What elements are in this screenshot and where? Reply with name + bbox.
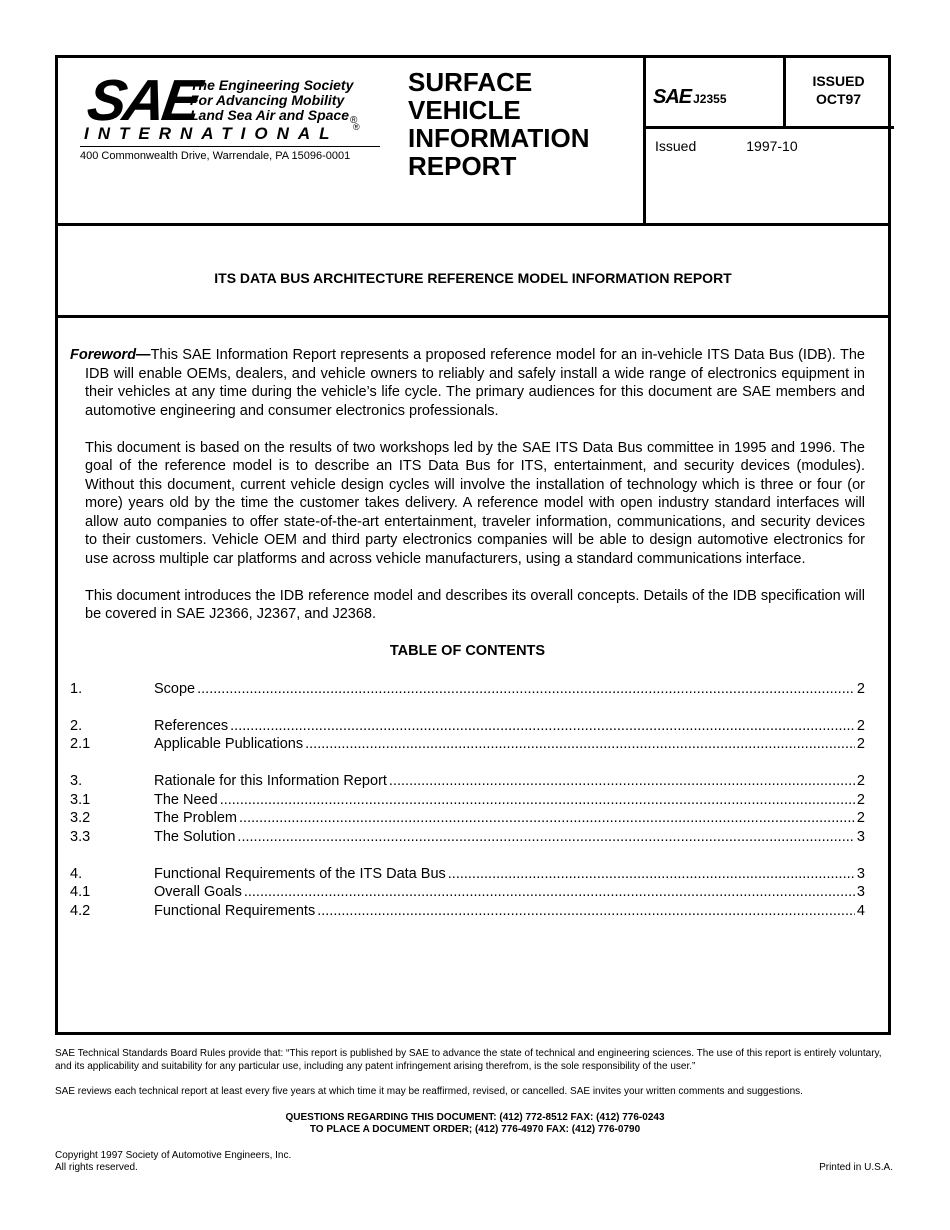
title-bar bbox=[58, 226, 888, 318]
foreword-paragraph: Foreword—This SAE Information Report represents a proposed reference model for an in-vehicle ITS Data Bus (IDB). The IDB will enable OEMs, dealers, and vehicle owners to reliably and safely install a wide range of electronics equipment in their vehicles at any time during the vehicle’s life cycle. The primary audiences for this document are SAE members and automotive engineering and consumer electronics professionals. bbox=[70, 347, 865, 419]
logo-divider bbox=[80, 146, 380, 147]
toc-entry: 3.2 The Problem ..... 2 bbox=[70, 809, 865, 828]
body-paragraph-3: This document introduces the IDB reference model and describes its overall concepts. Details of the IDB specification will be covered in SAE J2366, J2367, and J2368. bbox=[85, 587, 865, 622]
toc-leader bbox=[305, 735, 855, 754]
toc-entry: 4.1 Overall Goals ..... 3 bbox=[70, 883, 865, 902]
header-divider-vertical bbox=[643, 58, 646, 223]
toc-heading: TABLE OF CONTENTS bbox=[389, 643, 546, 659]
header bbox=[58, 58, 888, 226]
toc-leader bbox=[244, 883, 855, 902]
header-divider-horizontal bbox=[643, 126, 894, 129]
society-tagline: The Engineering Society For Advancing Mobility Land Sea Air and Space bbox=[190, 77, 354, 123]
toc-entry: 4. Functional Requirements of the ITS Data Bus ..... 3 bbox=[70, 865, 865, 884]
toc-entry: 3.1 The Need ..... 2 bbox=[70, 791, 865, 810]
international-registered-mark: ® bbox=[353, 122, 360, 132]
footer bbox=[55, 1048, 895, 1160]
body-paragraph-2: This document is based on the results of two workshops led by the SAE ITS Data Bus committee in 1995 and 1996. The goal of the reference model is to describe an ITS Data Bus for ITS, entertainment, and security devices (modules). Without this document, current vehicle design cycles will involve the installation of technology which is three or four (or more) years old by the time the customer takes delivery. A reference model with open industry standard interfaces will allow auto companies to offer state-of-the-art entertainment, traveler information, communications, and security devices to their customers. Vehicle OEM and third party electronics companies will be able to design automotive electronics for use across multiple car platforms and across vehicle manufacturers, using a standard communications interface. bbox=[85, 439, 865, 567]
toc-entry: 3. Rationale for this Information Report ..... 2 bbox=[70, 772, 865, 791]
issued-status: ISSUED OCT97 bbox=[812, 73, 865, 107]
toc-leader bbox=[197, 680, 855, 699]
toc-leader bbox=[317, 902, 855, 921]
toc-entry: 2.1 Applicable Publications ..... 2 bbox=[70, 735, 865, 754]
toc-entry: 3.3 The Solution ..... 3 bbox=[70, 828, 865, 847]
document-title: ITS DATA BUS ARCHITECTURE REFERENCE MODEL INFORMATION REPORT bbox=[214, 270, 732, 286]
footer-rules: SAE Technical Standards Board Rules provide that: “This report is published by SAE to advance the state of technical and engineering sciences. The use of this report is entirely voluntary, and its applicability and suitability for any particular use, including any patent infringement arising therefrom, is the sole responsibility of the user.” bbox=[55, 1048, 882, 1072]
registered-mark: ® bbox=[350, 115, 358, 126]
footer-contact: QUESTIONS REGARDING THIS DOCUMENT: (412) 772-8512 FAX: (412) 776-0243 TO PLACE A DOCUMENT ORDER; (412) 776-4970 FAX: (412) 776-0790 bbox=[285, 1111, 665, 1135]
issued-date: 1997-10 bbox=[746, 138, 798, 154]
sae-logo: SAE bbox=[83, 68, 203, 133]
toc-leader bbox=[220, 791, 855, 810]
toc-leader bbox=[389, 772, 855, 791]
document-number: SAE J2355 bbox=[653, 86, 727, 108]
issued-label: Issued bbox=[655, 138, 697, 154]
toc-leader bbox=[448, 865, 855, 884]
foreword-lead: Foreword— bbox=[70, 347, 151, 363]
toc-entry: 2. References ..... 2 bbox=[70, 717, 865, 736]
address: 400 Commonwealth Drive, Warrendale, PA 15096-0001 bbox=[80, 150, 351, 162]
sae-small-logo: SAE bbox=[653, 86, 692, 108]
toc-leader bbox=[237, 828, 855, 847]
international-wordmark: INTERNATIONAL bbox=[84, 124, 339, 143]
toc-leader bbox=[239, 809, 855, 828]
table-of-contents bbox=[70, 680, 865, 921]
toc-entry: 1. Scope ..... 2 bbox=[70, 680, 865, 699]
body-content bbox=[70, 346, 865, 920]
issued-date-line bbox=[655, 138, 798, 154]
toc-leader bbox=[230, 717, 855, 736]
document-type: SURFACE VEHICLE INFORMATION REPORT bbox=[408, 67, 590, 181]
copyright: Copyright 1997 Society of Automotive Engineers, Inc. All rights reserved. bbox=[55, 1150, 292, 1173]
printed-in: Printed in U.S.A. bbox=[819, 1162, 893, 1173]
footer-review: SAE reviews each technical report at least every five years at which time it may be reaffirmed, revised, or cancelled. SAE invites your written comments and suggestions. bbox=[55, 1086, 803, 1097]
toc-entry: 4.2 Functional Requirements ..... 4 bbox=[70, 902, 865, 921]
